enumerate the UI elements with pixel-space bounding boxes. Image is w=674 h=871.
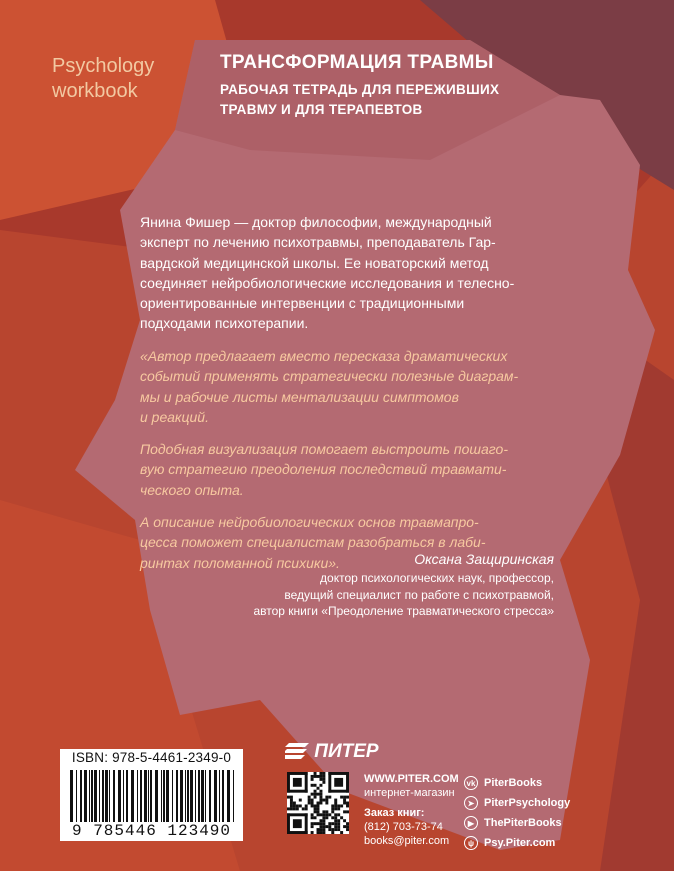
qr-module (314, 775, 317, 778)
qr-module (314, 804, 317, 807)
barcode-bar (222, 770, 224, 822)
qr-module (346, 804, 349, 807)
qr-module (328, 825, 331, 828)
barcode-bar (201, 770, 204, 822)
shop-label: интернет-магазин (364, 787, 455, 799)
barcode-bar (140, 770, 142, 822)
qr-module (311, 816, 314, 819)
qr-module (319, 819, 322, 822)
qr-module (334, 819, 337, 822)
book-subtitle (220, 80, 600, 120)
qr-module (334, 802, 337, 805)
qr-module (331, 816, 334, 819)
qr-module (293, 807, 296, 810)
qr-module (322, 825, 325, 828)
qr-module (290, 807, 293, 810)
qr-module (328, 796, 331, 799)
qr-module (314, 822, 317, 825)
quote-line: «Автор предлагает вместо пересказа драматических (140, 348, 508, 364)
barcode-bar (227, 770, 230, 822)
qr-module (287, 772, 308, 775)
social-label: ThePiterBooks (484, 817, 562, 829)
qr-module (337, 807, 340, 810)
barcode-bar (76, 770, 77, 822)
qr-module (331, 822, 334, 825)
qr-module (325, 810, 328, 813)
social-label: Psy.Piter.com (484, 837, 556, 849)
qr-module (322, 822, 325, 825)
qr-module (322, 816, 325, 819)
barcode-bar (155, 770, 158, 822)
qr-module (319, 813, 322, 816)
qr-module (334, 816, 337, 819)
social-telegram[interactable] (464, 793, 570, 813)
barcode-bar (219, 770, 220, 822)
qr-module (319, 828, 322, 831)
quote-line: ческого опыта. (140, 481, 244, 498)
qr-module (305, 804, 308, 807)
qr-module (299, 799, 302, 802)
quote-line: ринтах поломанной психики». (140, 554, 340, 571)
qr-module (319, 790, 322, 793)
quote-paragraph-1 (140, 346, 580, 427)
qr-module (346, 796, 349, 799)
qr-module (322, 831, 325, 834)
qr-module (322, 775, 325, 778)
qr-module (293, 778, 302, 787)
qr-module (328, 813, 331, 816)
barcode-bar (176, 770, 178, 822)
isbn-number: ISBN: 978-5-4461-2349-0 (71, 750, 232, 765)
piter-logo-icon (285, 741, 309, 759)
quote-line: мы и рабочие листы ментализации симптомов (140, 388, 459, 405)
qr-module (343, 796, 346, 799)
reviewer-name: Оксана Защиринская (414, 551, 554, 567)
qr-module (331, 810, 334, 813)
qr-module (337, 813, 340, 816)
qr-module (325, 813, 328, 816)
quote-paragraph-2 (140, 439, 580, 500)
barcode-bar (113, 770, 115, 822)
qr-module (314, 816, 317, 819)
barcode-bar (150, 770, 152, 822)
qr-module (340, 804, 343, 807)
reviewer-desc-line: ведущий специалист по работе с психотравмой, (284, 587, 554, 602)
barcode-bar (187, 770, 189, 822)
barcode-bar (91, 770, 93, 822)
reviewer-desc-line: автор книги «Преодоление травматического стресса» (253, 604, 554, 618)
qr-module (308, 796, 311, 799)
qr-module (290, 802, 293, 805)
qr-module (311, 778, 314, 781)
barcode-bar (148, 770, 149, 822)
youtube-icon: ▶ (464, 816, 478, 830)
qr-module (287, 813, 308, 816)
qr-module (325, 825, 328, 828)
qr-module (334, 813, 337, 816)
quote-line: цесса поможет специалистам разобраться в лаби- (140, 534, 486, 551)
qr-module (322, 813, 325, 816)
barcode-bar (180, 770, 183, 822)
qr-module (287, 831, 308, 834)
qr-module (287, 772, 290, 793)
qr-module (334, 799, 337, 802)
barcode-bar (105, 770, 108, 822)
qr-module (346, 772, 349, 793)
qr-module (311, 802, 314, 805)
qr-module (343, 819, 346, 822)
qr-module (317, 813, 320, 816)
qr-module (305, 807, 308, 810)
social-links (464, 773, 570, 853)
qr-module (343, 799, 346, 802)
qr-module (343, 825, 346, 828)
barcode-bar (84, 770, 87, 822)
reviewer-description (140, 570, 554, 620)
qr-module (319, 825, 322, 828)
quote-line: А описание нейробиологических основ травмапро- (140, 514, 479, 531)
barcode-bar (205, 770, 206, 822)
bio-line: подходами психотерапии. (140, 315, 309, 332)
barcode-bar (195, 770, 196, 822)
qr-module (322, 810, 325, 813)
qr-module (322, 799, 325, 802)
qr-module (346, 810, 349, 813)
qr-module (337, 819, 340, 822)
barcode-bar (137, 770, 138, 822)
qr-module (287, 813, 290, 834)
qr-module (319, 772, 322, 775)
qr-module (287, 807, 290, 810)
psy-icon: ψ (464, 836, 478, 850)
qr-module (311, 799, 314, 802)
qr-module (334, 822, 337, 825)
qr-code[interactable] (287, 772, 349, 834)
barcode-bar (233, 770, 234, 822)
qr-module (311, 784, 314, 787)
barcode-bar (89, 770, 90, 822)
barcode-bar (94, 770, 97, 822)
qr-module (334, 804, 337, 807)
qr-module (311, 813, 314, 816)
qr-module (337, 825, 340, 828)
qr-module (317, 822, 320, 825)
qr-module (340, 831, 343, 834)
vk-icon: vk (464, 776, 478, 790)
barcode-bar (161, 770, 162, 822)
qr-module (302, 807, 305, 810)
barcode-bar (144, 770, 147, 822)
qr-module (328, 790, 349, 793)
series-line-1: Psychology (52, 55, 155, 77)
telegram-icon: ➤ (464, 796, 478, 810)
qr-module (346, 822, 349, 825)
qr-module (328, 772, 331, 793)
barcode-bar (172, 770, 173, 822)
order-label: Заказ книг: (364, 807, 425, 819)
qr-module (319, 802, 322, 805)
qr-module (343, 810, 346, 813)
qr-module (317, 787, 320, 790)
order-email[interactable]: books@piter.com (364, 835, 450, 847)
qr-module (331, 831, 334, 834)
qr-module (314, 796, 317, 799)
barcode-bar (163, 770, 165, 822)
publisher-contacts (364, 772, 459, 848)
qr-module (325, 816, 328, 819)
reviewer-desc-line: доктор психологических наук, профессор, (320, 571, 554, 585)
qr-module (346, 802, 349, 805)
bio-line: эксперт по лечению психотравмы, преподаватель Гар- (140, 234, 496, 251)
qr-module (328, 822, 331, 825)
quote-line: вую стратегию преодоления последствий травмати- (140, 461, 507, 478)
qr-module (319, 796, 322, 799)
qr-module (317, 775, 320, 778)
qr-module (317, 810, 320, 813)
social-label: PiterPsychology (484, 797, 571, 809)
qr-module (317, 831, 320, 834)
qr-module (308, 799, 311, 802)
series-label (52, 54, 154, 104)
barcode-digits: 9 785446 123490 (71, 822, 232, 840)
qr-module (346, 828, 349, 831)
qr-module (311, 825, 314, 828)
publisher-name: ПИТЕР (314, 741, 379, 762)
qr-module (337, 828, 340, 831)
qr-module (293, 802, 296, 805)
qr-module (340, 796, 343, 799)
quote-line: событий применять стратегически полезные диаграм- (140, 368, 519, 385)
qr-module (296, 807, 299, 810)
qr-module (319, 778, 322, 781)
subtitle-line-1: РАБОЧАЯ ТЕТРАДЬ ДЛЯ ПЕРЕЖИВШИХ (220, 82, 500, 97)
barcode-bar (80, 770, 82, 822)
social-psy[interactable] (464, 833, 570, 853)
qr-module (305, 813, 308, 834)
social-label: PiterBooks (484, 777, 543, 789)
qr-module (328, 828, 331, 831)
barcode-bar (102, 770, 104, 822)
barcode-bar (198, 770, 200, 822)
barcode-bar (126, 770, 128, 822)
qr-module (343, 802, 346, 805)
bio-line: ориентированные интервенции с традиционными (140, 295, 465, 312)
qr-module (290, 799, 293, 802)
social-vk[interactable] (464, 773, 570, 793)
qr-module (311, 822, 314, 825)
qr-module (317, 802, 320, 805)
qr-module (319, 831, 322, 834)
publisher-logo (285, 741, 379, 763)
subtitle-line-2: ТРАВМУ И ДЛЯ ТЕРАПЕВТОВ (220, 102, 423, 117)
qr-module (337, 804, 340, 807)
qr-module (322, 778, 325, 781)
qr-module (322, 772, 325, 775)
qr-module (314, 793, 317, 796)
qr-module (337, 822, 340, 825)
qr-module (319, 775, 322, 778)
qr-module (317, 828, 320, 831)
bio-line: вардской медицинской школы. Ее новаторский метод (140, 254, 489, 271)
qr-module (290, 804, 293, 807)
qr-module (311, 804, 314, 807)
qr-module (287, 790, 308, 793)
qr-module (314, 784, 317, 787)
qr-module (314, 790, 317, 793)
qr-module (346, 825, 349, 828)
qr-module (293, 804, 296, 807)
qr-module (308, 802, 311, 805)
qr-module (296, 804, 299, 807)
barcode-bar (123, 770, 124, 822)
quote-line: и реакций. (140, 408, 209, 425)
barcode-bar (131, 770, 134, 822)
qr-module (322, 828, 325, 831)
qr-module (331, 828, 334, 831)
qr-module (305, 772, 308, 793)
qr-module (317, 807, 320, 810)
barcode-bar (118, 770, 121, 822)
barcode-bar (109, 770, 110, 822)
qr-module (314, 807, 317, 810)
barcode (68, 770, 238, 822)
barcode-bar (190, 770, 193, 822)
qr-module (290, 796, 293, 799)
barcode-bar (185, 770, 186, 822)
qr-module (299, 804, 302, 807)
barcode-bar (99, 770, 100, 822)
qr-module (317, 804, 320, 807)
qr-module (319, 784, 322, 787)
qr-module (311, 831, 314, 834)
qr-module (319, 822, 322, 825)
qr-module (325, 796, 328, 799)
review-quote (140, 346, 580, 585)
qr-module (311, 775, 314, 778)
barcode-bar (214, 770, 217, 822)
qr-module (322, 819, 325, 822)
qr-module (325, 802, 328, 805)
qr-module (322, 781, 325, 784)
qr-module (293, 819, 302, 828)
qr-module (314, 772, 317, 775)
qr-module (319, 793, 322, 796)
author-bio (140, 212, 580, 334)
qr-module (340, 816, 343, 819)
series-line-2: workbook (52, 80, 138, 102)
qr-module (314, 810, 317, 813)
barcode-bar (166, 770, 169, 822)
bio-line: Янина Фишер — доктор философии, международный (140, 214, 492, 230)
qr-module (287, 796, 290, 799)
order-phone: (812) 703-73-74 (364, 821, 443, 833)
bio-line: соединяет нейробиологические исследования и телесно- (140, 274, 515, 291)
qr-module (334, 807, 337, 810)
quote-line: Подобная визуализация помогает выстроить пошаго- (140, 441, 508, 458)
qr-module (334, 778, 343, 787)
qr-module (331, 804, 334, 807)
barcode-bar (70, 770, 73, 822)
book-title: ТРАНСФОРМАЦИЯ ТРАВМЫ (220, 52, 494, 73)
social-youtube[interactable] (464, 813, 570, 833)
qr-module (334, 828, 337, 831)
qr-module (319, 799, 322, 802)
website-link[interactable]: WWW.PITER.COM (364, 773, 459, 785)
qr-module (317, 793, 320, 796)
qr-module (311, 793, 314, 796)
qr-module (334, 825, 337, 828)
qr-module (328, 772, 349, 775)
qr-module (331, 807, 334, 810)
barcode-bar (209, 770, 211, 822)
qr-module (325, 799, 328, 802)
